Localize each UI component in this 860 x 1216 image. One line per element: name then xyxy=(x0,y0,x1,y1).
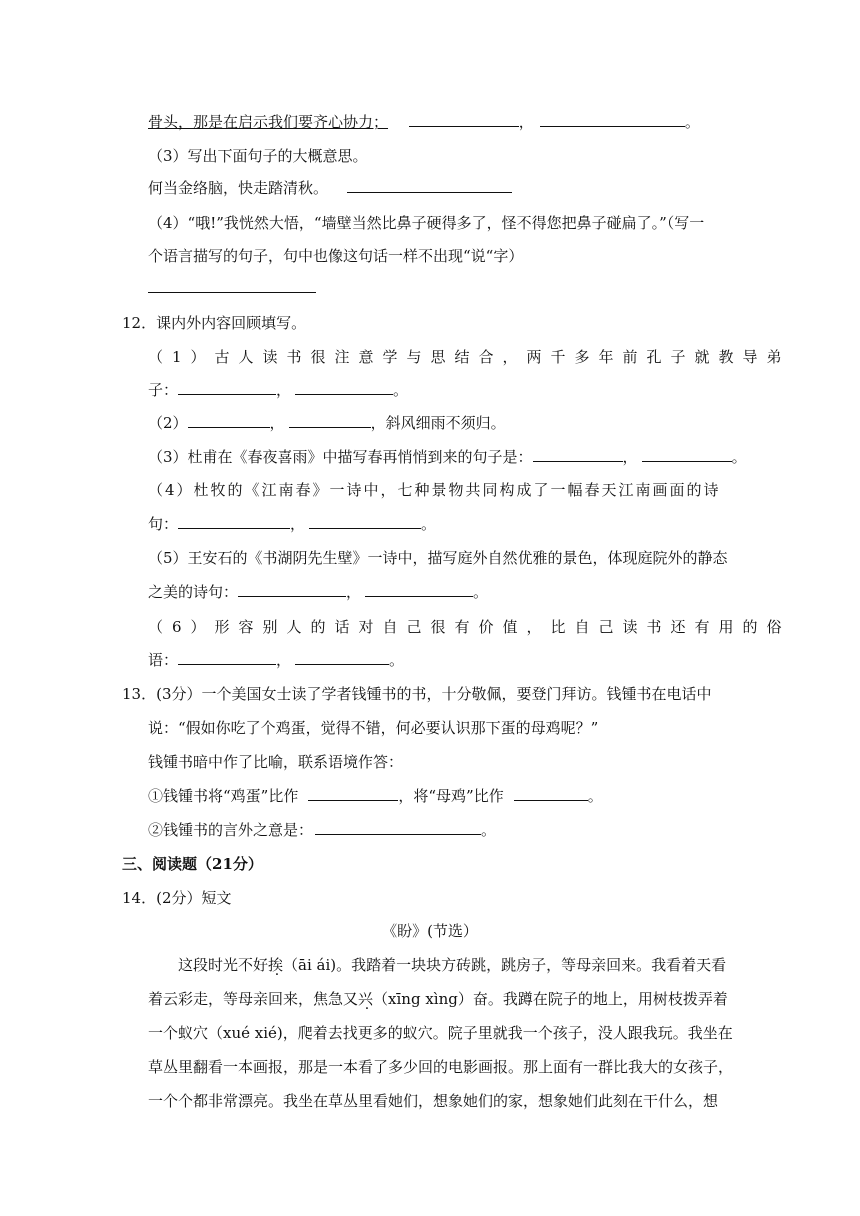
section-heading: 三、阅读题（21分） xyxy=(122,855,263,873)
answer-blank[interactable] xyxy=(148,278,316,293)
q12-i1-prefix: 子： xyxy=(148,381,179,399)
separator: ， xyxy=(276,651,292,669)
answer-blank[interactable] xyxy=(238,582,346,597)
passage-line4: 草丛里翻看一本画报，那是一本看了多少回的电影画报。那上面有一群比我大的女孩子， xyxy=(148,1058,734,1076)
period: 。 xyxy=(421,515,437,533)
dotted-character: 挨 xyxy=(268,956,284,974)
q11-s3-sentence: 何当金络脑，快走踏清秋。 xyxy=(148,179,329,197)
q12-i4-prefix: 句： xyxy=(148,515,179,533)
q13-s1-number: ① xyxy=(148,787,164,805)
separator: ， xyxy=(518,113,534,131)
answer-blank[interactable] xyxy=(540,112,685,127)
separator: ， xyxy=(276,381,292,399)
passage-line1 xyxy=(178,955,726,975)
separator: ， xyxy=(346,583,362,601)
answer-blank[interactable] xyxy=(642,447,732,462)
dotted-character: 兴 xyxy=(358,990,374,1008)
q12-i6-line1: （6）形容别人的话对自己很有价值，比自己读书还有用的俗 xyxy=(148,618,791,636)
q13-s1-middle: ，将“母鸡”比作 xyxy=(398,787,504,805)
q12-i5-prefix: 之美的诗句： xyxy=(148,583,239,601)
q11-line1 xyxy=(148,112,700,132)
q11-s4-line2: 个语言描写的句子，句中也像这句话一样不出现“说“字） xyxy=(148,247,524,265)
period: 。 xyxy=(684,113,700,131)
q12-i3-prefix: （3）杜甫在《春夜喜雨》中描写春再悄悄到来的句子是： xyxy=(148,448,533,466)
answer-blank[interactable] xyxy=(178,514,290,529)
period: 。 xyxy=(389,651,405,669)
q12-i5-line1: （5）王安石的《书湖阴先生壁》一诗中，描写庭外自然优雅的景色，体现庭院外的静态 xyxy=(148,549,728,567)
q13-line2: 说：“假如你吃了个鸡蛋，觉得不错，何必要认识那下蛋的母鸡呢？” xyxy=(148,719,599,737)
q12-i4-line2 xyxy=(148,514,436,534)
q13-s2-line xyxy=(148,820,496,840)
q13-line1: 13．(3分）一个美国女士读了学者钱锺书的书，十分敬佩，要登门拜访。钱锺书在电话中 xyxy=(122,685,712,703)
answer-blank[interactable] xyxy=(514,786,588,801)
q14-title: 14．(2分）短文 xyxy=(122,889,232,907)
q13-s1-prefix: 钱锺书将“鸡蛋”比作 xyxy=(163,787,299,805)
passage-text: 着云彩走，等母亲回来，焦急又 xyxy=(148,990,359,1008)
answer-blank[interactable] xyxy=(308,786,398,801)
answer-blank[interactable] xyxy=(295,380,393,395)
answer-blank[interactable] xyxy=(309,514,421,529)
q13-s2-number: ② xyxy=(148,821,164,839)
period: 。 xyxy=(473,583,489,601)
passage-title: 《盼》(节选） xyxy=(382,922,478,940)
separator: ， xyxy=(269,414,285,432)
q12-i3-line xyxy=(148,447,747,467)
q12-i5-line2 xyxy=(148,582,488,602)
period: 。 xyxy=(481,821,497,839)
q11-s4-answer xyxy=(148,278,316,298)
q11-s4-line1: （4）“哦!”我恍然大悟，“墙壁当然比鼻子硬得多了，怪不得您把鼻子碰扁了。”（写一 xyxy=(148,214,705,232)
answer-blank[interactable] xyxy=(533,447,623,462)
answer-blank[interactable] xyxy=(289,413,371,428)
q11-s3-line xyxy=(148,178,512,198)
answer-blank[interactable] xyxy=(315,820,481,835)
passage-text: （xīng xìng）奋。我蹲在院子的地上，用树枝拨弄着 xyxy=(373,990,728,1008)
passage-text: 这段时光不好 xyxy=(178,956,269,974)
answer-blank[interactable] xyxy=(178,650,276,665)
answer-blank[interactable] xyxy=(365,582,473,597)
separator: ， xyxy=(290,515,306,533)
passage-text: （āi ái)。我踏着一块块方砖跳，跳房子，等母亲回来。我看着天看 xyxy=(283,956,727,974)
q12-i1-line1: （1）古人读书很注意学与思结合，两千多年前孔子就教导弟 xyxy=(148,348,791,366)
q11-s3-prompt: （3）写出下面句子的大概意思。 xyxy=(148,147,368,165)
answer-blank[interactable] xyxy=(347,178,512,193)
q12-i2-line xyxy=(148,413,506,433)
q12-i6-line2 xyxy=(148,650,404,670)
q12-title: 12．课内外内容回顾填写。 xyxy=(122,314,307,332)
period: 。 xyxy=(393,381,409,399)
q11-line1-text: 骨头，那是在启示我们要齐心协力； xyxy=(148,113,389,131)
period: 。 xyxy=(731,448,747,466)
q12-i6-prefix: 语： xyxy=(148,651,179,669)
passage-line2 xyxy=(148,989,728,1009)
answer-blank[interactable] xyxy=(178,380,276,395)
q13-line3: 钱锺书暗中作了比喻，联系语境作答： xyxy=(148,753,404,771)
separator: ， xyxy=(622,448,638,466)
answer-blank[interactable] xyxy=(409,112,519,127)
q12-i2-suffix: ，斜风细雨不须归。 xyxy=(370,414,506,432)
period: 。 xyxy=(587,787,603,805)
q13-s1-line xyxy=(148,786,603,806)
q12-i2-prefix: （2） xyxy=(148,414,188,432)
answer-blank[interactable] xyxy=(295,650,389,665)
q12-i4-line1: （4）杜牧的《江南春》一诗中，七种景物共同构成了一幅春天江南画面的诗 xyxy=(148,481,721,499)
q13-s2-prefix: 钱锺书的言外之意是： xyxy=(163,821,314,839)
answer-blank[interactable] xyxy=(188,413,270,428)
passage-line3: 一个蚁穴（xué xié)，爬着去找更多的蚁穴。院子里就我一个孩子，没人跟我玩。我坐在 xyxy=(148,1024,733,1042)
q12-i1-line2 xyxy=(148,380,408,400)
passage-line5: 一个个都非常漂亮。我坐在草丛里看她们，想象她们的家，想象她们此刻在干什么，想 xyxy=(148,1092,719,1110)
